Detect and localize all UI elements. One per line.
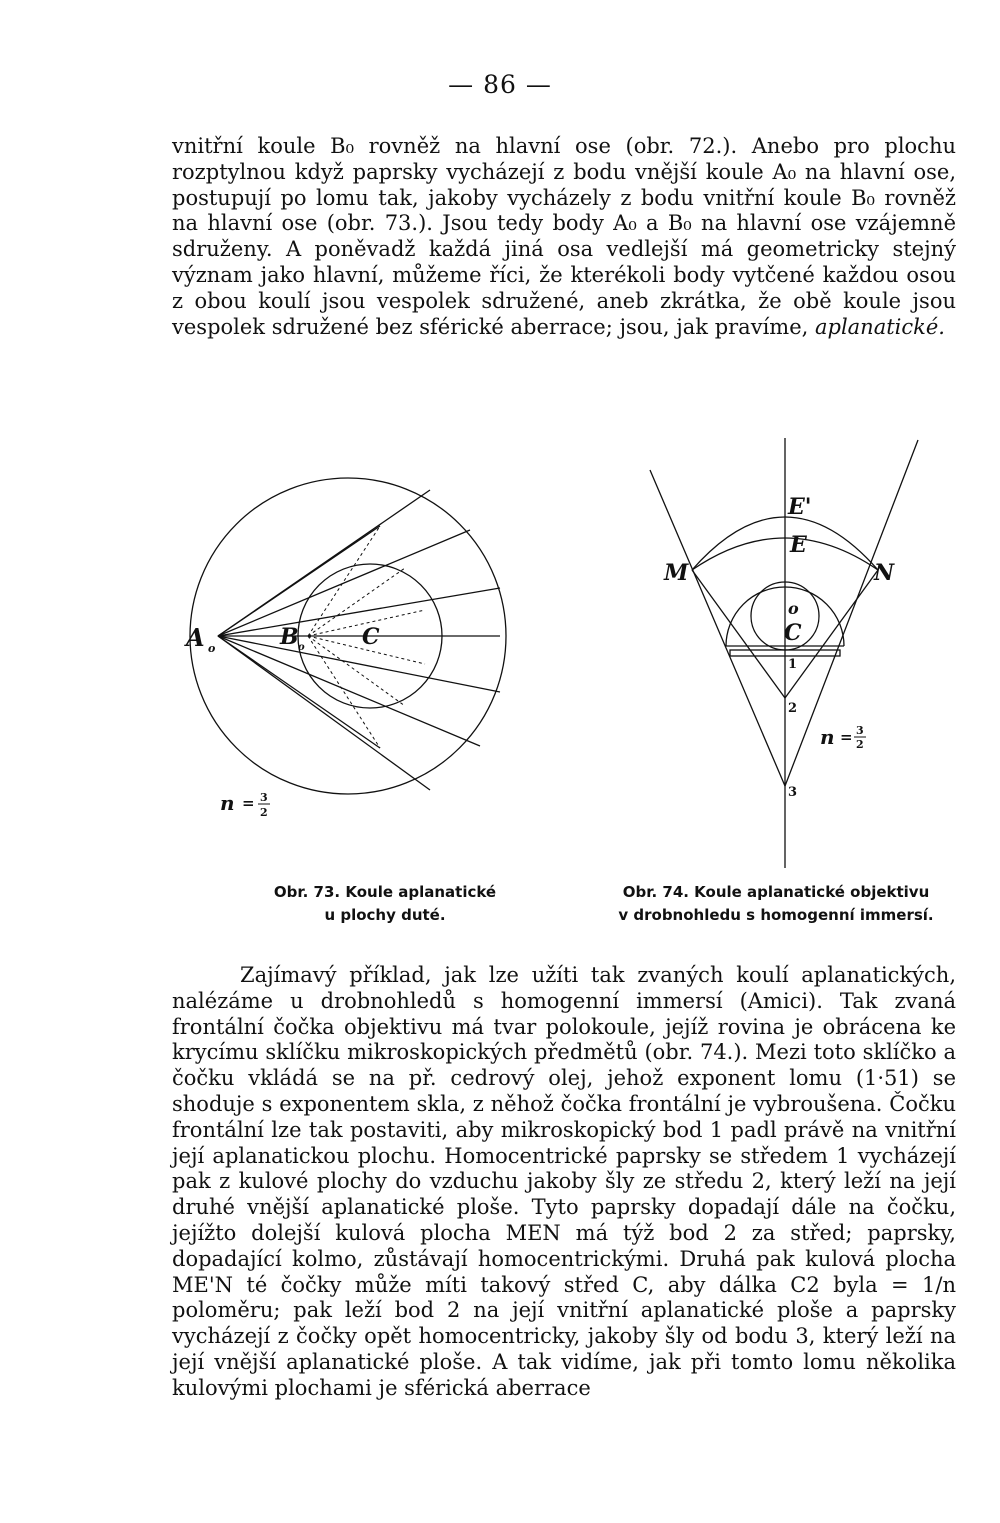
caption-line: Obr. 73. Koule aplanatické	[273, 883, 497, 901]
paragraph-2: Zajímavý příklad, jak lze užíti tak zvaných koulí aplanatických, nalézáme u drobnohledů s homogenní immersí (Amici). Tak zvaná frontální čočka objektivu má tvar polokoule, jejíž rovina je obrácena ke krycímu sklíčku mikroskopických předmětů (obr. 74.). Mezi toto sklíčko a čočku vkládá se na př. cedrový olej, jehož exponent lomu (1·51) se shoduje s exponentem skla, z něhož čočka frontální je vybroušena. Čočku frontální lze tak postaviti, aby mikroskopický bod 1 padl právě na vnitřní její aplanatickou plochu. Homocentrické paprsky se středem 1 vycházejí pak z kulové plochy do vzduchu jakoby šly ze středu 2, který leží na její druhé vnější aplanatické ploše. Tyto paprsky dopadají dále na čočku, jejížto dolejší kulová plocha MEN má týž bod 2 za střed; paprsky, dopadající kolmo, zůstávají homocentrickými. Druhá pak kulová plocha ME'N té čočky může míti takový střed C, aby dálka C2 byla = 1/n poloměru; pak leží bod 2 na její vnitřní aplanatické ploše a paprsky vycházejí z čočky opět homocentricky, jakoby šly od bodu 3, který leží na její vnější aplanatické ploše. A tak vidíme, jak při tomto lomu několika kulovými plochami je sférická aberrace	[172, 963, 956, 1400]
label-point-2: 2	[788, 701, 798, 716]
label-point-3: 3	[788, 785, 798, 800]
figure-73-caption	[240, 881, 530, 927]
caption-line: v drobnohledu s homogenní immersí.	[618, 906, 934, 924]
label-n-point: N	[874, 560, 895, 586]
ray-left-outer	[650, 470, 785, 786]
emphasis-aplanaticke: aplanatické.	[814, 314, 945, 339]
ray	[218, 636, 430, 790]
label-e: E	[790, 532, 807, 558]
label-n: n	[220, 791, 235, 815]
label-den: 2	[856, 738, 864, 751]
label-c: C	[362, 624, 380, 650]
caption-line: u plochy duté.	[324, 906, 446, 924]
ray	[218, 526, 380, 636]
label-b-sub: o	[298, 642, 305, 653]
virtual-ray	[308, 636, 380, 748]
figure-74-caption	[592, 881, 960, 927]
ray	[218, 588, 500, 636]
label-a: A	[186, 623, 205, 652]
label-eq: =	[242, 794, 255, 812]
label-a-sub: o	[208, 642, 216, 655]
label-num: 3	[260, 791, 268, 804]
label-num: 3	[856, 724, 864, 737]
label-c: C	[784, 620, 802, 646]
caption-line: Obr. 74. Koule aplanatické objektivu	[622, 883, 930, 901]
label-o: o	[788, 599, 799, 618]
virtual-ray	[308, 526, 380, 636]
label-den: 2	[260, 806, 268, 819]
label-n: n	[820, 725, 835, 749]
figure-73-diagram	[180, 460, 480, 820]
page-number: — 86 —	[448, 70, 552, 99]
ray	[218, 530, 470, 636]
label-b: B	[280, 624, 299, 650]
ray	[218, 636, 500, 692]
virtual-ray	[308, 636, 405, 706]
paragraph-1-text: vnitřní koule B₀ rovněž na hlavní ose (obr. 72.). Anebo pro plochu rozptylnou když paprsky vycházejí z bodu vnější koule A₀ na hlavní ose, postupují po lomu tak, jakoby vycházely z bodu vnitřní koule B₀ rovněž na hlavní ose (obr. 73.). Jsou tedy body A₀ a B₀ na hlavní ose vzájemně sdruženy. A poněvadž každá jiná osa vedlejší má geometricky stejný význam jako hlavní, můžeme říci, že kterékoli body vytčené každou osou z obou koulí jsou vespolek sdružené, aneb zkrátka, že obě koule jsou vespolek sdružené bez sférické aberrace; jsou, jak pravíme,	[172, 134, 956, 339]
label-e-prime: E'	[788, 494, 812, 520]
paragraph-1	[172, 134, 956, 340]
figure-74-diagram	[630, 428, 930, 868]
label-point-1: 1	[788, 657, 798, 672]
label-m: M	[664, 560, 689, 586]
label-eq: =	[840, 728, 853, 746]
